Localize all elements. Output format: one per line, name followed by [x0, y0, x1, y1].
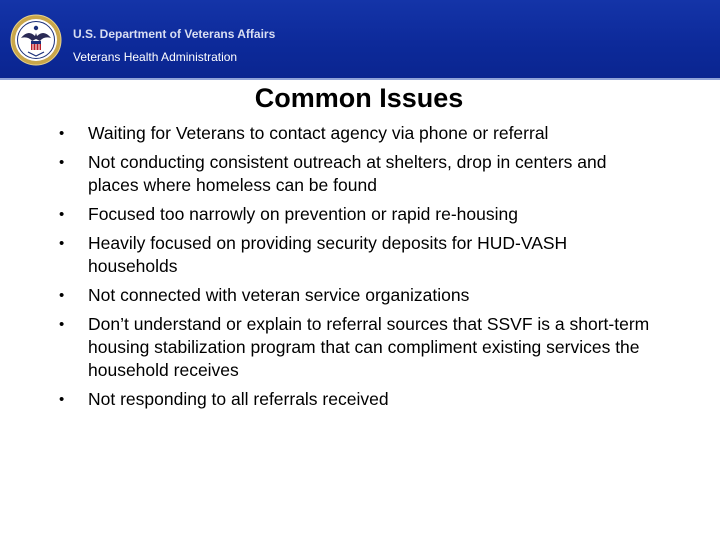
- bullet-icon: •: [59, 206, 65, 223]
- bullet-item: [56, 388, 656, 411]
- bullet-list: [56, 122, 656, 417]
- bullet-text: Not responding to all referrals received: [88, 389, 389, 409]
- administration-name: Veterans Health Administration: [73, 50, 238, 64]
- bullet-icon: •: [59, 125, 65, 142]
- bullet-text: Waiting for Veterans to contact agency via phone or referral: [88, 123, 549, 143]
- bullet-text: Not conducting consistent outreach at shelters, drop in centers and places where homeless can be found: [88, 152, 607, 195]
- bullet-text: Not connected with veteran service organizations: [88, 285, 470, 305]
- va-seal-icon: [10, 14, 62, 66]
- bullet-text: Don’t understand or explain to referral sources that SSVF is a short-term housing stabilization program that can compliment existing services the household receives: [88, 314, 650, 380]
- header-divider: [0, 78, 720, 80]
- bullet-item: [56, 203, 656, 226]
- department-name: U.S. Department of Veterans Affairs: [73, 27, 276, 41]
- bullet-icon: •: [59, 391, 65, 408]
- bullet-text: Focused too narrowly on prevention or rapid re-housing: [88, 204, 518, 224]
- slide-title: Common Issues: [254, 83, 464, 113]
- bullet-icon: •: [59, 316, 65, 333]
- bullet-icon: •: [59, 154, 65, 171]
- bullet-text: Heavily focused on providing security deposits for HUD-VASH households: [88, 233, 568, 276]
- bullet-item: [56, 284, 656, 307]
- bullet-item: [56, 151, 656, 197]
- bullet-item: [56, 313, 656, 382]
- bullet-item: [56, 232, 656, 278]
- bullet-item: [56, 122, 656, 145]
- header-banner: [0, 0, 720, 78]
- bullet-icon: •: [59, 235, 65, 252]
- bullet-icon: •: [59, 287, 65, 304]
